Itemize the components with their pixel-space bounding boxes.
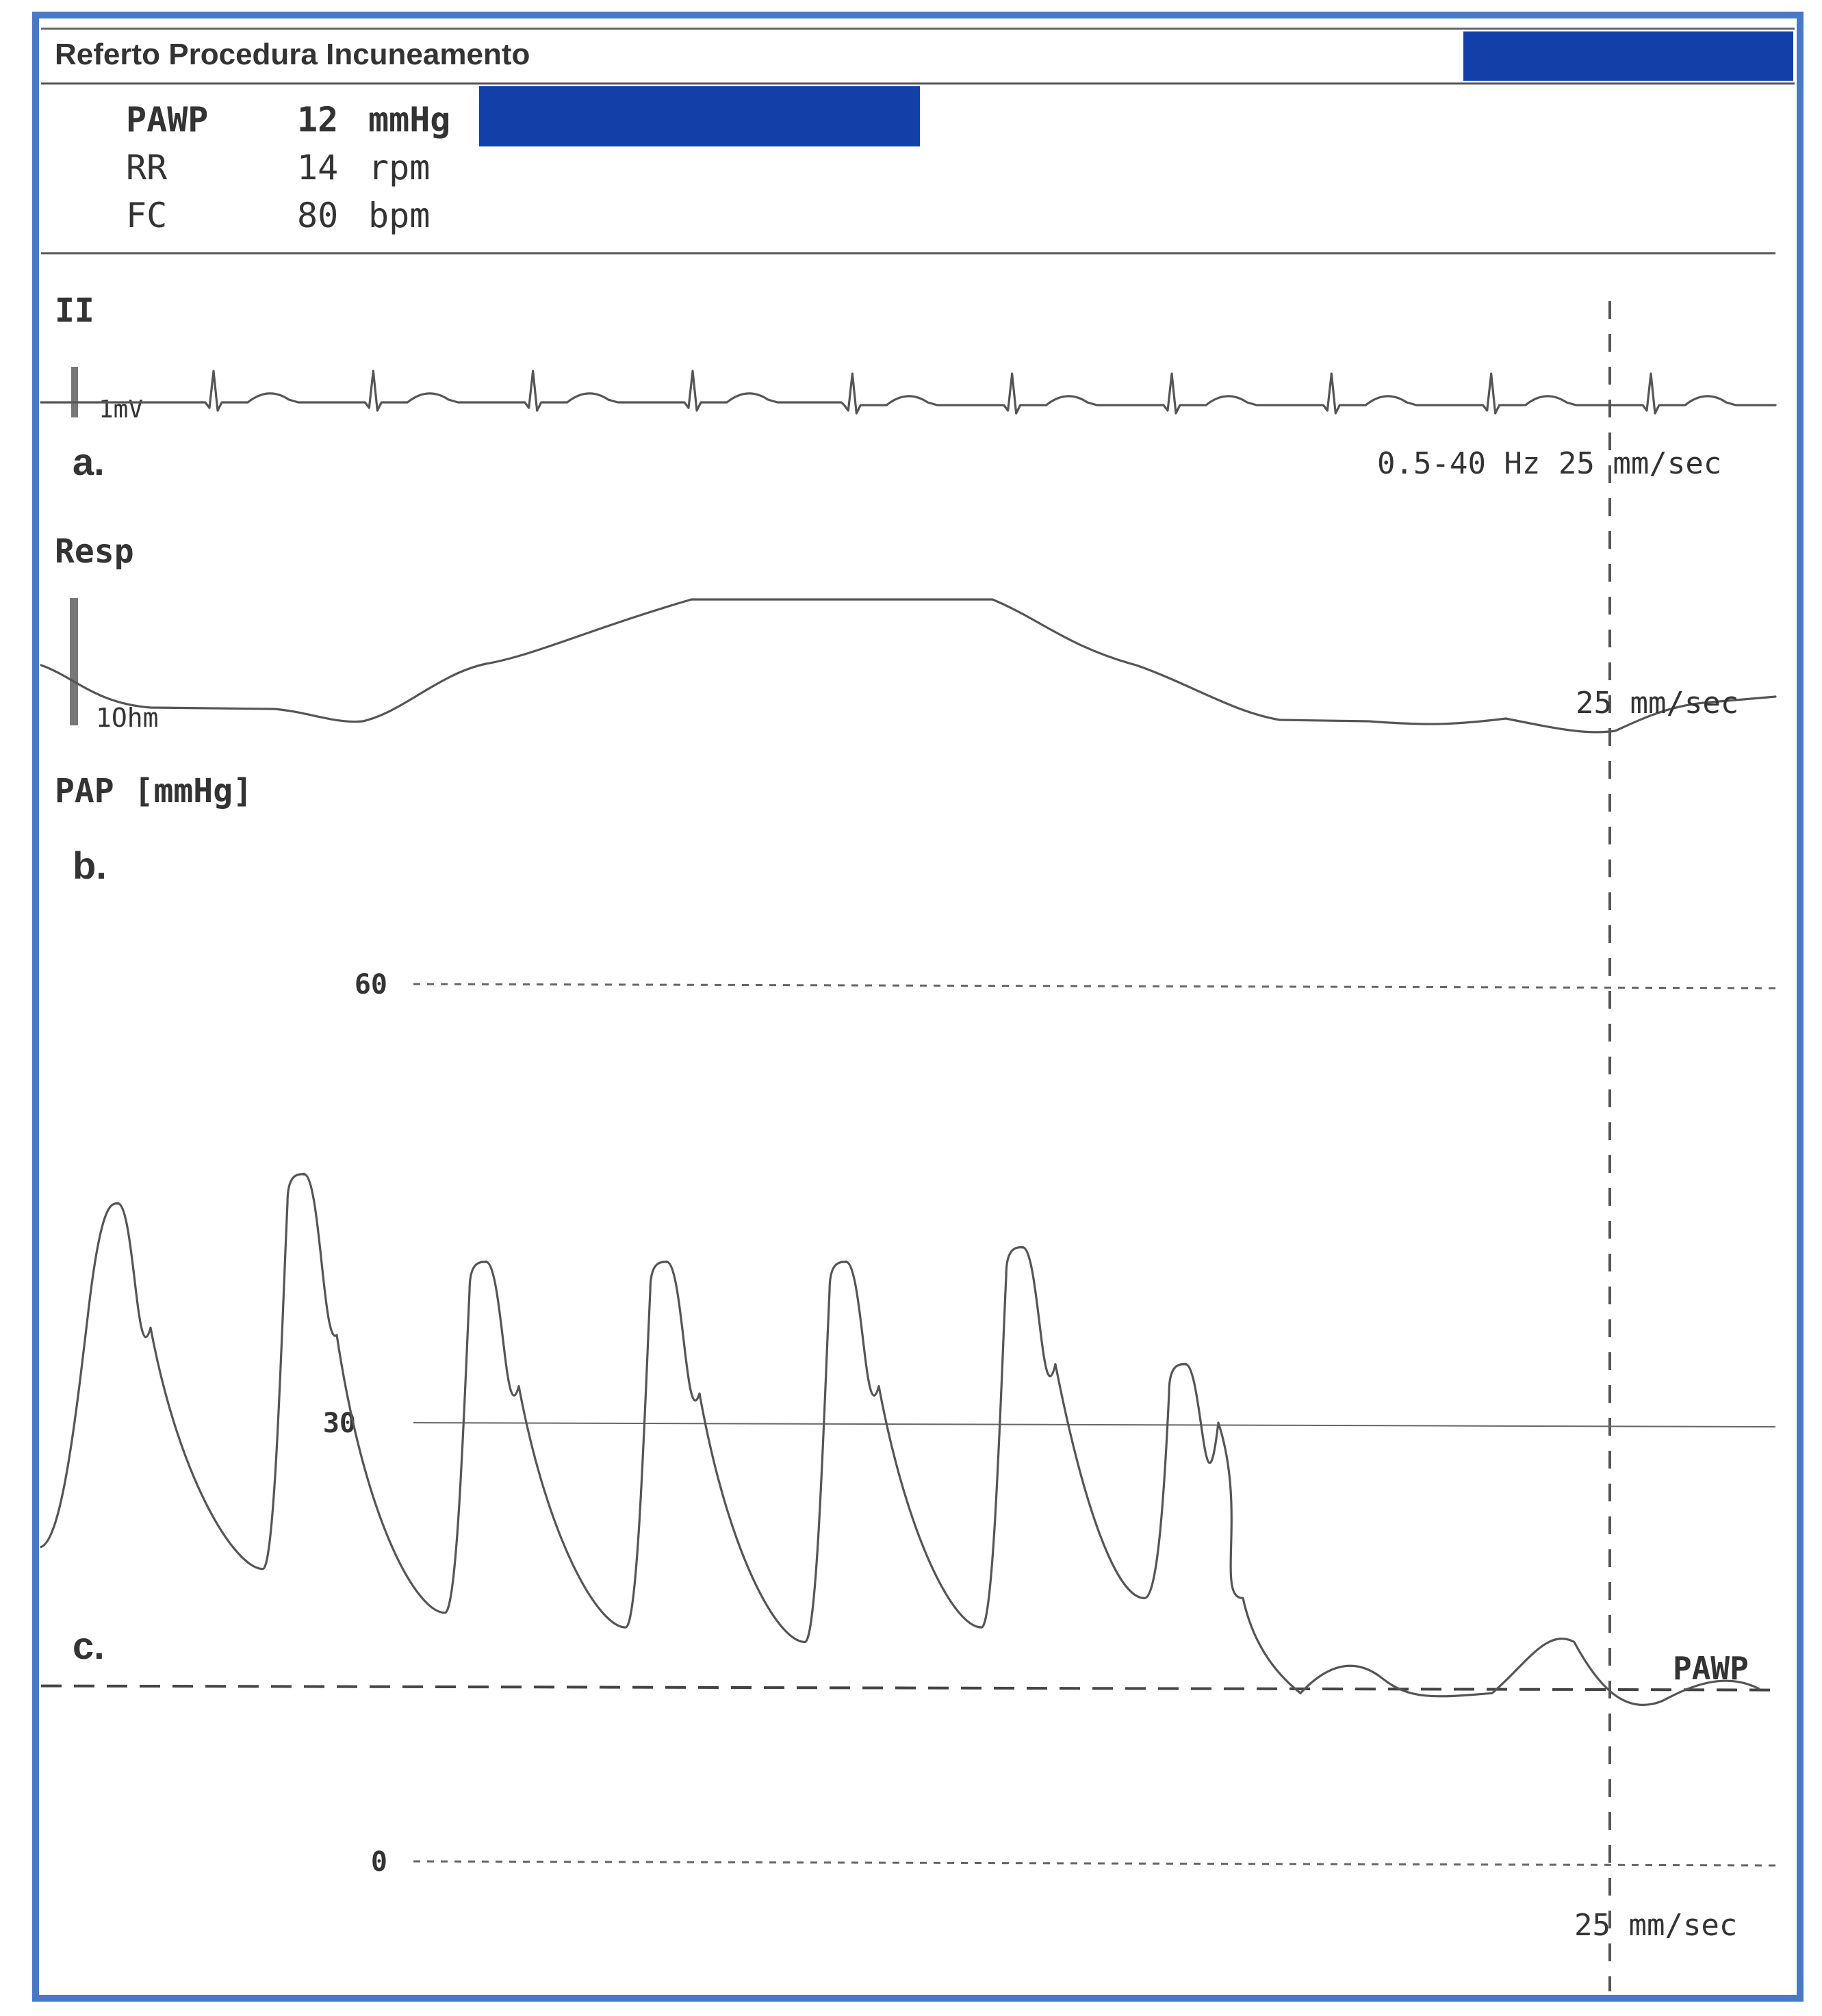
vital-value-pawp: 12 [297, 100, 339, 140]
ecg-lead-label: II [55, 292, 94, 330]
pap-systolic-peak [116, 1202, 119, 1205]
vital-value-fc: 80 [297, 196, 339, 235]
pap-systolic-peak [1021, 1246, 1024, 1249]
vital-unit-rr: rpm [368, 148, 431, 188]
ecg-panel-letter: a. [73, 440, 105, 483]
pap-y-tick-label: 30 [322, 1408, 356, 1439]
resp-label: Resp [55, 532, 134, 571]
pap-systolic-peak [303, 1173, 305, 1176]
vital-unit-fc: bpm [368, 196, 431, 235]
pap-systolic-peak [1184, 1363, 1187, 1366]
pap-y-tick-label: 60 [354, 969, 387, 1000]
vital-label-pawp: PAWP [126, 100, 209, 140]
pap-trace [41, 1174, 1759, 1705]
pap-gridline [413, 1423, 1775, 1427]
pap-systolic-peak [485, 1261, 487, 1263]
pap-systolic-peak [845, 1261, 847, 1263]
pap-axis-label: PAP [mmHg] [55, 772, 253, 810]
pap-gridline [413, 1861, 1775, 1865]
ecg-filter-speed-label: 0.5-40 Hz 25 mm/sec [1377, 446, 1722, 481]
pawp-reference-line [41, 1686, 1775, 1690]
resp-calibration-label: 1Ohm [96, 703, 159, 733]
vital-unit-pawp: mmHg [368, 100, 451, 140]
vitals-block [126, 86, 920, 235]
pap-speed-label: 25 mm/sec [1574, 1908, 1738, 1943]
pap-panel-letter: c. [73, 1624, 105, 1667]
resp-trace [41, 599, 1775, 732]
report-title: Referto Procedura Incuneamento [55, 38, 530, 71]
resp-panel-letter: b. [73, 844, 107, 887]
pap-systolic-peak [665, 1261, 668, 1263]
header-redaction-block [1463, 31, 1793, 81]
pap-y-tick-label: 0 [370, 1846, 387, 1878]
ecg-calibration-label: 1mV [99, 396, 144, 424]
resp-calibration-bar [70, 598, 78, 725]
ecg-trace [41, 371, 1775, 413]
ecg-calibration-bar [71, 367, 78, 417]
vital-label-fc: FC [126, 196, 168, 235]
vital-label-rr: RR [126, 148, 168, 188]
vital-value-rr: 14 [297, 148, 339, 188]
pawp-line-label: PAWP [1673, 1650, 1749, 1687]
pap-gridline [413, 984, 1775, 988]
pap-pressure-marks [116, 1173, 1187, 1366]
pap-y-axis [323, 969, 1775, 1878]
report-frame-border [36, 15, 1800, 1998]
vitals-redaction-block [479, 86, 920, 146]
resp-speed-label: 25 mm/sec [1576, 686, 1739, 721]
